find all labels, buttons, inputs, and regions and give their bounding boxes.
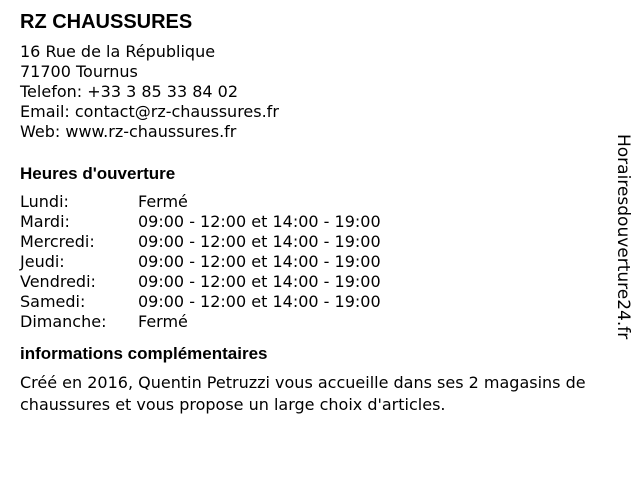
hours-value: 09:00 - 12:00 et 14:00 - 19:00 xyxy=(138,292,381,311)
day-label: Samedi: xyxy=(20,292,86,311)
day-label: Dimanche: xyxy=(20,312,107,331)
hours-row-sunday xyxy=(20,312,610,332)
hours-row-wednesday xyxy=(20,232,610,252)
address-city: 71700 Tournus xyxy=(20,62,138,81)
day-label: Vendredi: xyxy=(20,272,96,291)
day-label: Lundi: xyxy=(20,192,69,211)
hours-row-tuesday xyxy=(20,212,610,232)
business-info-card xyxy=(20,10,610,416)
opening-hours-list xyxy=(20,192,610,332)
email-address: Email: contact@rz-chaussures.fr xyxy=(20,102,279,121)
hours-value: Fermé xyxy=(138,192,188,211)
day-label: Mercredi: xyxy=(20,232,95,251)
website-address: Web: www.rz-chaussures.fr xyxy=(20,122,237,141)
contact-block xyxy=(20,42,610,142)
phone-number: Telefon: +33 3 85 33 84 02 xyxy=(20,82,239,101)
day-label: Mardi: xyxy=(20,212,70,231)
hours-value: 09:00 - 12:00 et 14:00 - 19:00 xyxy=(138,272,381,291)
hours-row-monday xyxy=(20,192,610,212)
hours-value: 09:00 - 12:00 et 14:00 - 19:00 xyxy=(138,252,381,271)
site-watermark: Horairesdouverture24.fr xyxy=(613,134,633,340)
hours-value: 09:00 - 12:00 et 14:00 - 19:00 xyxy=(138,212,381,231)
address-street: 16 Rue de la République xyxy=(20,42,216,61)
hours-row-saturday xyxy=(20,292,610,312)
day-label: Jeudi: xyxy=(20,252,65,271)
opening-hours-title: Heures d'ouverture xyxy=(20,164,176,183)
hours-value: 09:00 - 12:00 et 14:00 - 19:00 xyxy=(138,232,381,251)
additional-info-text: Créé en 2016, Quentin Petruzzi vous accueille dans ses 2 magasins de chaussures et vous propose un large choix d'articles. xyxy=(20,373,586,414)
hours-value: Fermé xyxy=(138,312,188,331)
hours-row-friday xyxy=(20,272,610,292)
hours-row-thursday xyxy=(20,252,610,272)
additional-info-title: informations complémentaires xyxy=(20,344,268,363)
business-name: RZ CHAUSSURES xyxy=(20,11,193,33)
